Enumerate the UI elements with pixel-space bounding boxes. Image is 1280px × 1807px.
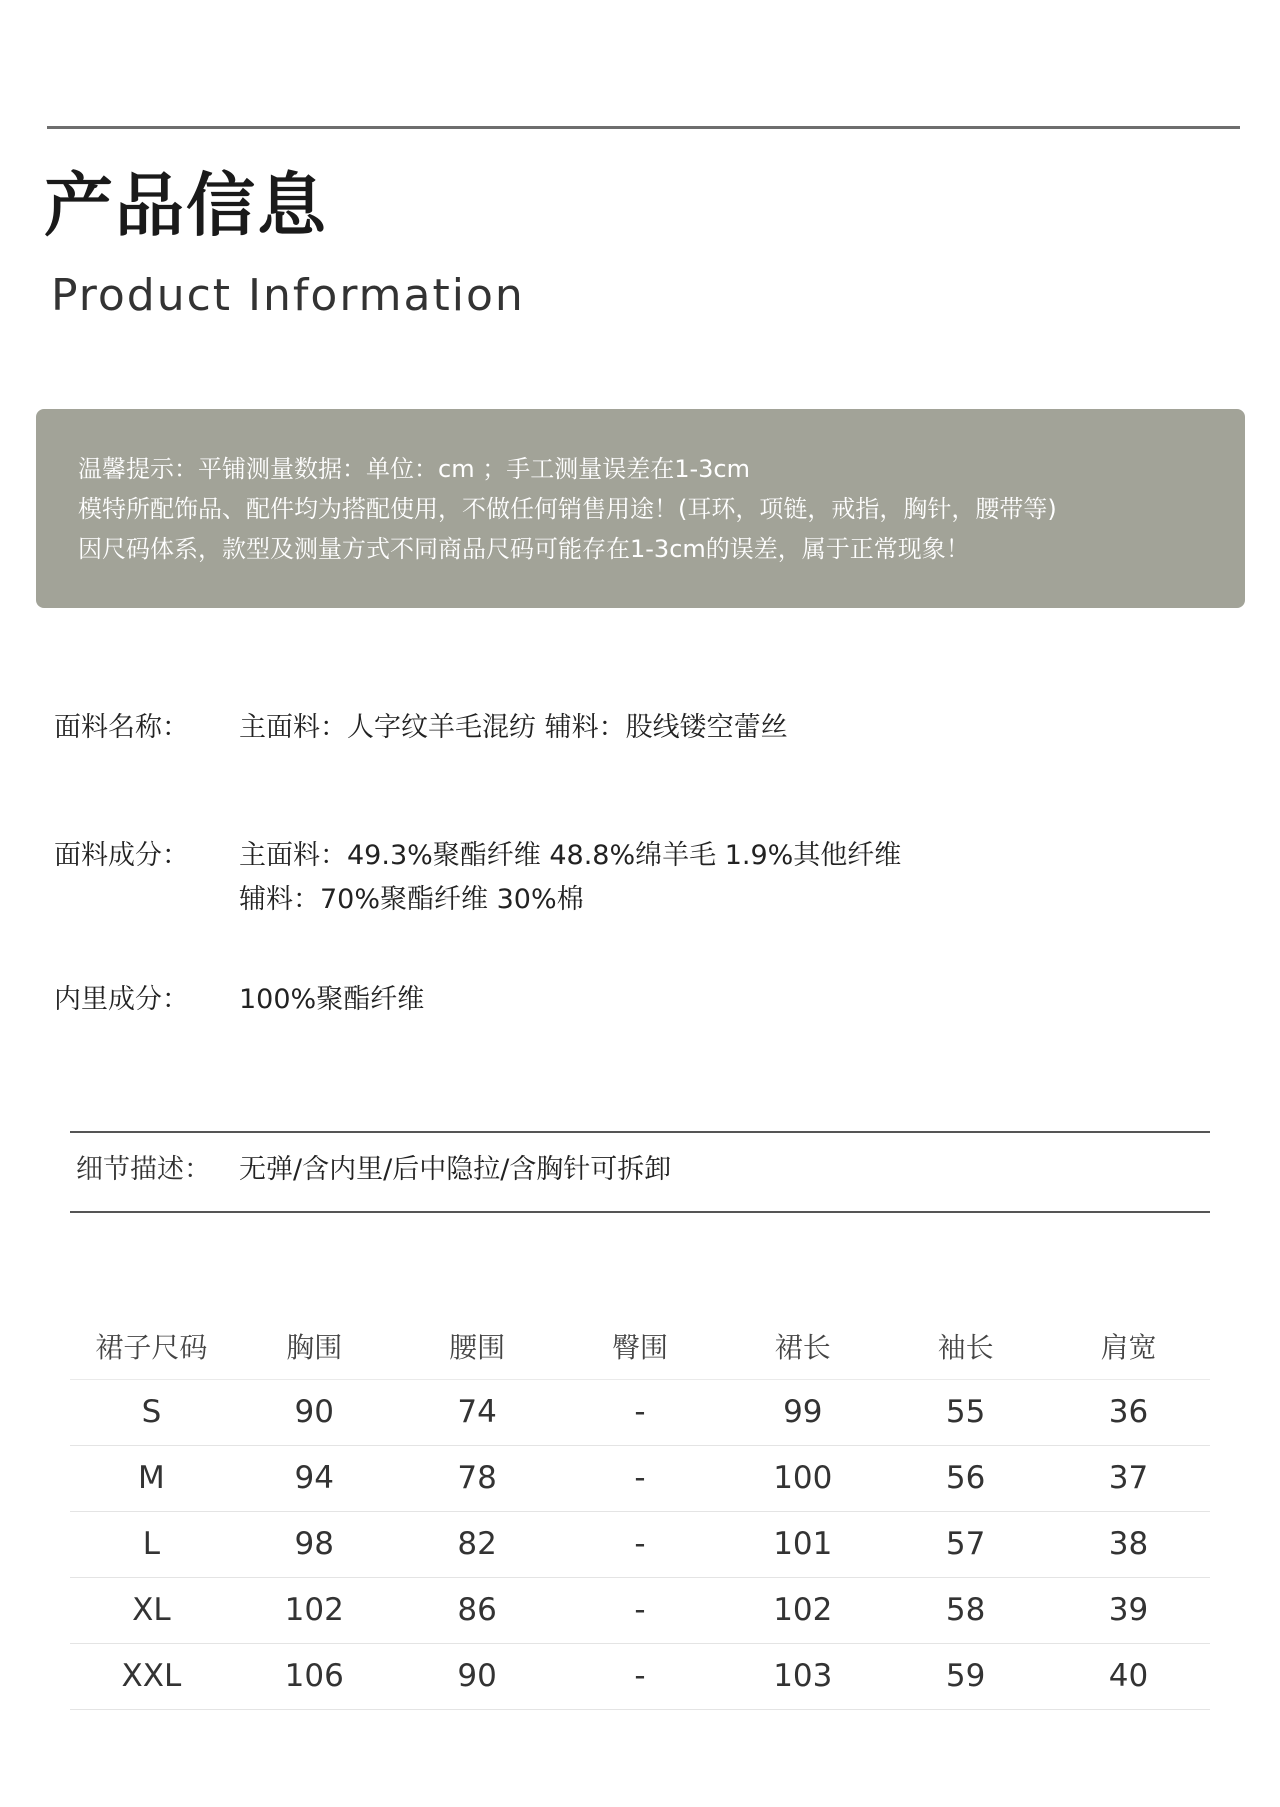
table-row — [70, 1644, 1210, 1710]
notice-line: 因尺码体系，款型及测量方式不同商品尺码可能存在1-3cm的误差，属于正常现象！ — [78, 535, 970, 563]
table-row — [70, 1512, 1210, 1578]
table-cell: 100 — [773, 1460, 833, 1496]
table-cell: 56 — [945, 1460, 986, 1496]
fabric-name-value: 主面料：人字纹羊毛混纺 辅料：股线镂空蕾丝 — [239, 712, 788, 743]
table-cell: 106 — [284, 1658, 344, 1694]
table-cell: XXL — [121, 1658, 182, 1694]
table-header-cell: 裙长 — [774, 1330, 831, 1364]
detail-value: 无弹/含内里/后中隐拉/含胸针可拆卸 — [239, 1154, 672, 1185]
detail-bottom-rule — [70, 1211, 1210, 1213]
table-cell: 103 — [773, 1658, 833, 1694]
table-cell: 38 — [1108, 1526, 1149, 1562]
table-cell: 86 — [457, 1592, 497, 1628]
table-cell: M — [138, 1460, 165, 1496]
table-header-cell: 腰围 — [449, 1330, 506, 1364]
fabric-name-label: 面料名称： — [54, 712, 189, 743]
table-cell: 74 — [457, 1394, 497, 1430]
page-subtitle: Product Information — [51, 270, 525, 321]
fabric-composition-label: 面料成分： — [54, 840, 189, 871]
table-cell: 37 — [1108, 1460, 1149, 1496]
table-cell: 90 — [294, 1394, 334, 1430]
table-row — [70, 1446, 1210, 1512]
table-header-row — [70, 1316, 1210, 1380]
table-cell: 58 — [945, 1592, 986, 1628]
notice-line: 温馨提示：平铺测量数据：单位：cm ；手工测量误差在1-3cm — [78, 455, 750, 483]
table-cell: - — [634, 1460, 646, 1496]
detail-label: 细节描述： — [76, 1154, 211, 1185]
size-table — [70, 1316, 1210, 1710]
table-cell: S — [141, 1394, 162, 1430]
table-header-cell: 臀围 — [611, 1330, 668, 1364]
table-cell: 78 — [457, 1460, 497, 1496]
notice-box — [36, 409, 1245, 608]
fabric-composition-accessory: 辅料：70%聚酯纤维 30%棉 — [239, 884, 584, 915]
page-title: 产品信息 — [44, 166, 328, 246]
table-cell: 102 — [773, 1592, 833, 1628]
table-cell: - — [634, 1394, 646, 1430]
table-header-cell: 肩宽 — [1100, 1330, 1157, 1364]
table-cell: 94 — [294, 1460, 334, 1496]
table-header-cell: 袖长 — [937, 1330, 994, 1364]
table-cell: 40 — [1108, 1658, 1149, 1694]
table-header-cell: 裙子尺码 — [95, 1330, 208, 1364]
table-cell: 39 — [1108, 1592, 1149, 1628]
table-cell: 101 — [773, 1526, 833, 1562]
top-divider — [47, 126, 1240, 129]
table-cell: 102 — [284, 1592, 344, 1628]
table-cell: 99 — [783, 1394, 823, 1430]
lining-composition-value: 100%聚酯纤维 — [239, 984, 425, 1015]
table-cell: 55 — [945, 1394, 986, 1430]
table-cell: 57 — [945, 1526, 986, 1562]
table-cell: - — [634, 1526, 646, 1562]
table-cell: 59 — [945, 1658, 986, 1694]
table-header-cell: 胸围 — [286, 1330, 343, 1364]
table-cell: L — [142, 1526, 161, 1562]
table-row — [70, 1380, 1210, 1446]
table-row — [70, 1578, 1210, 1644]
table-cell: - — [634, 1592, 646, 1628]
notice-line: 模特所配饰品、配件均为搭配使用，不做任何销售用途！(耳环，项链，戒指，胸针，腰带等) — [78, 495, 1057, 523]
table-cell: 90 — [457, 1658, 497, 1694]
table-cell: 36 — [1108, 1394, 1149, 1430]
detail-top-rule — [70, 1131, 1210, 1133]
table-cell: 82 — [457, 1526, 497, 1562]
fabric-composition-main: 主面料：49.3%聚酯纤维 48.8%绵羊毛 1.9%其他纤维 — [239, 840, 902, 871]
table-cell: - — [634, 1658, 646, 1694]
table-cell: 98 — [294, 1526, 334, 1562]
lining-composition-label: 内里成分： — [54, 984, 189, 1015]
table-cell: XL — [132, 1592, 171, 1628]
